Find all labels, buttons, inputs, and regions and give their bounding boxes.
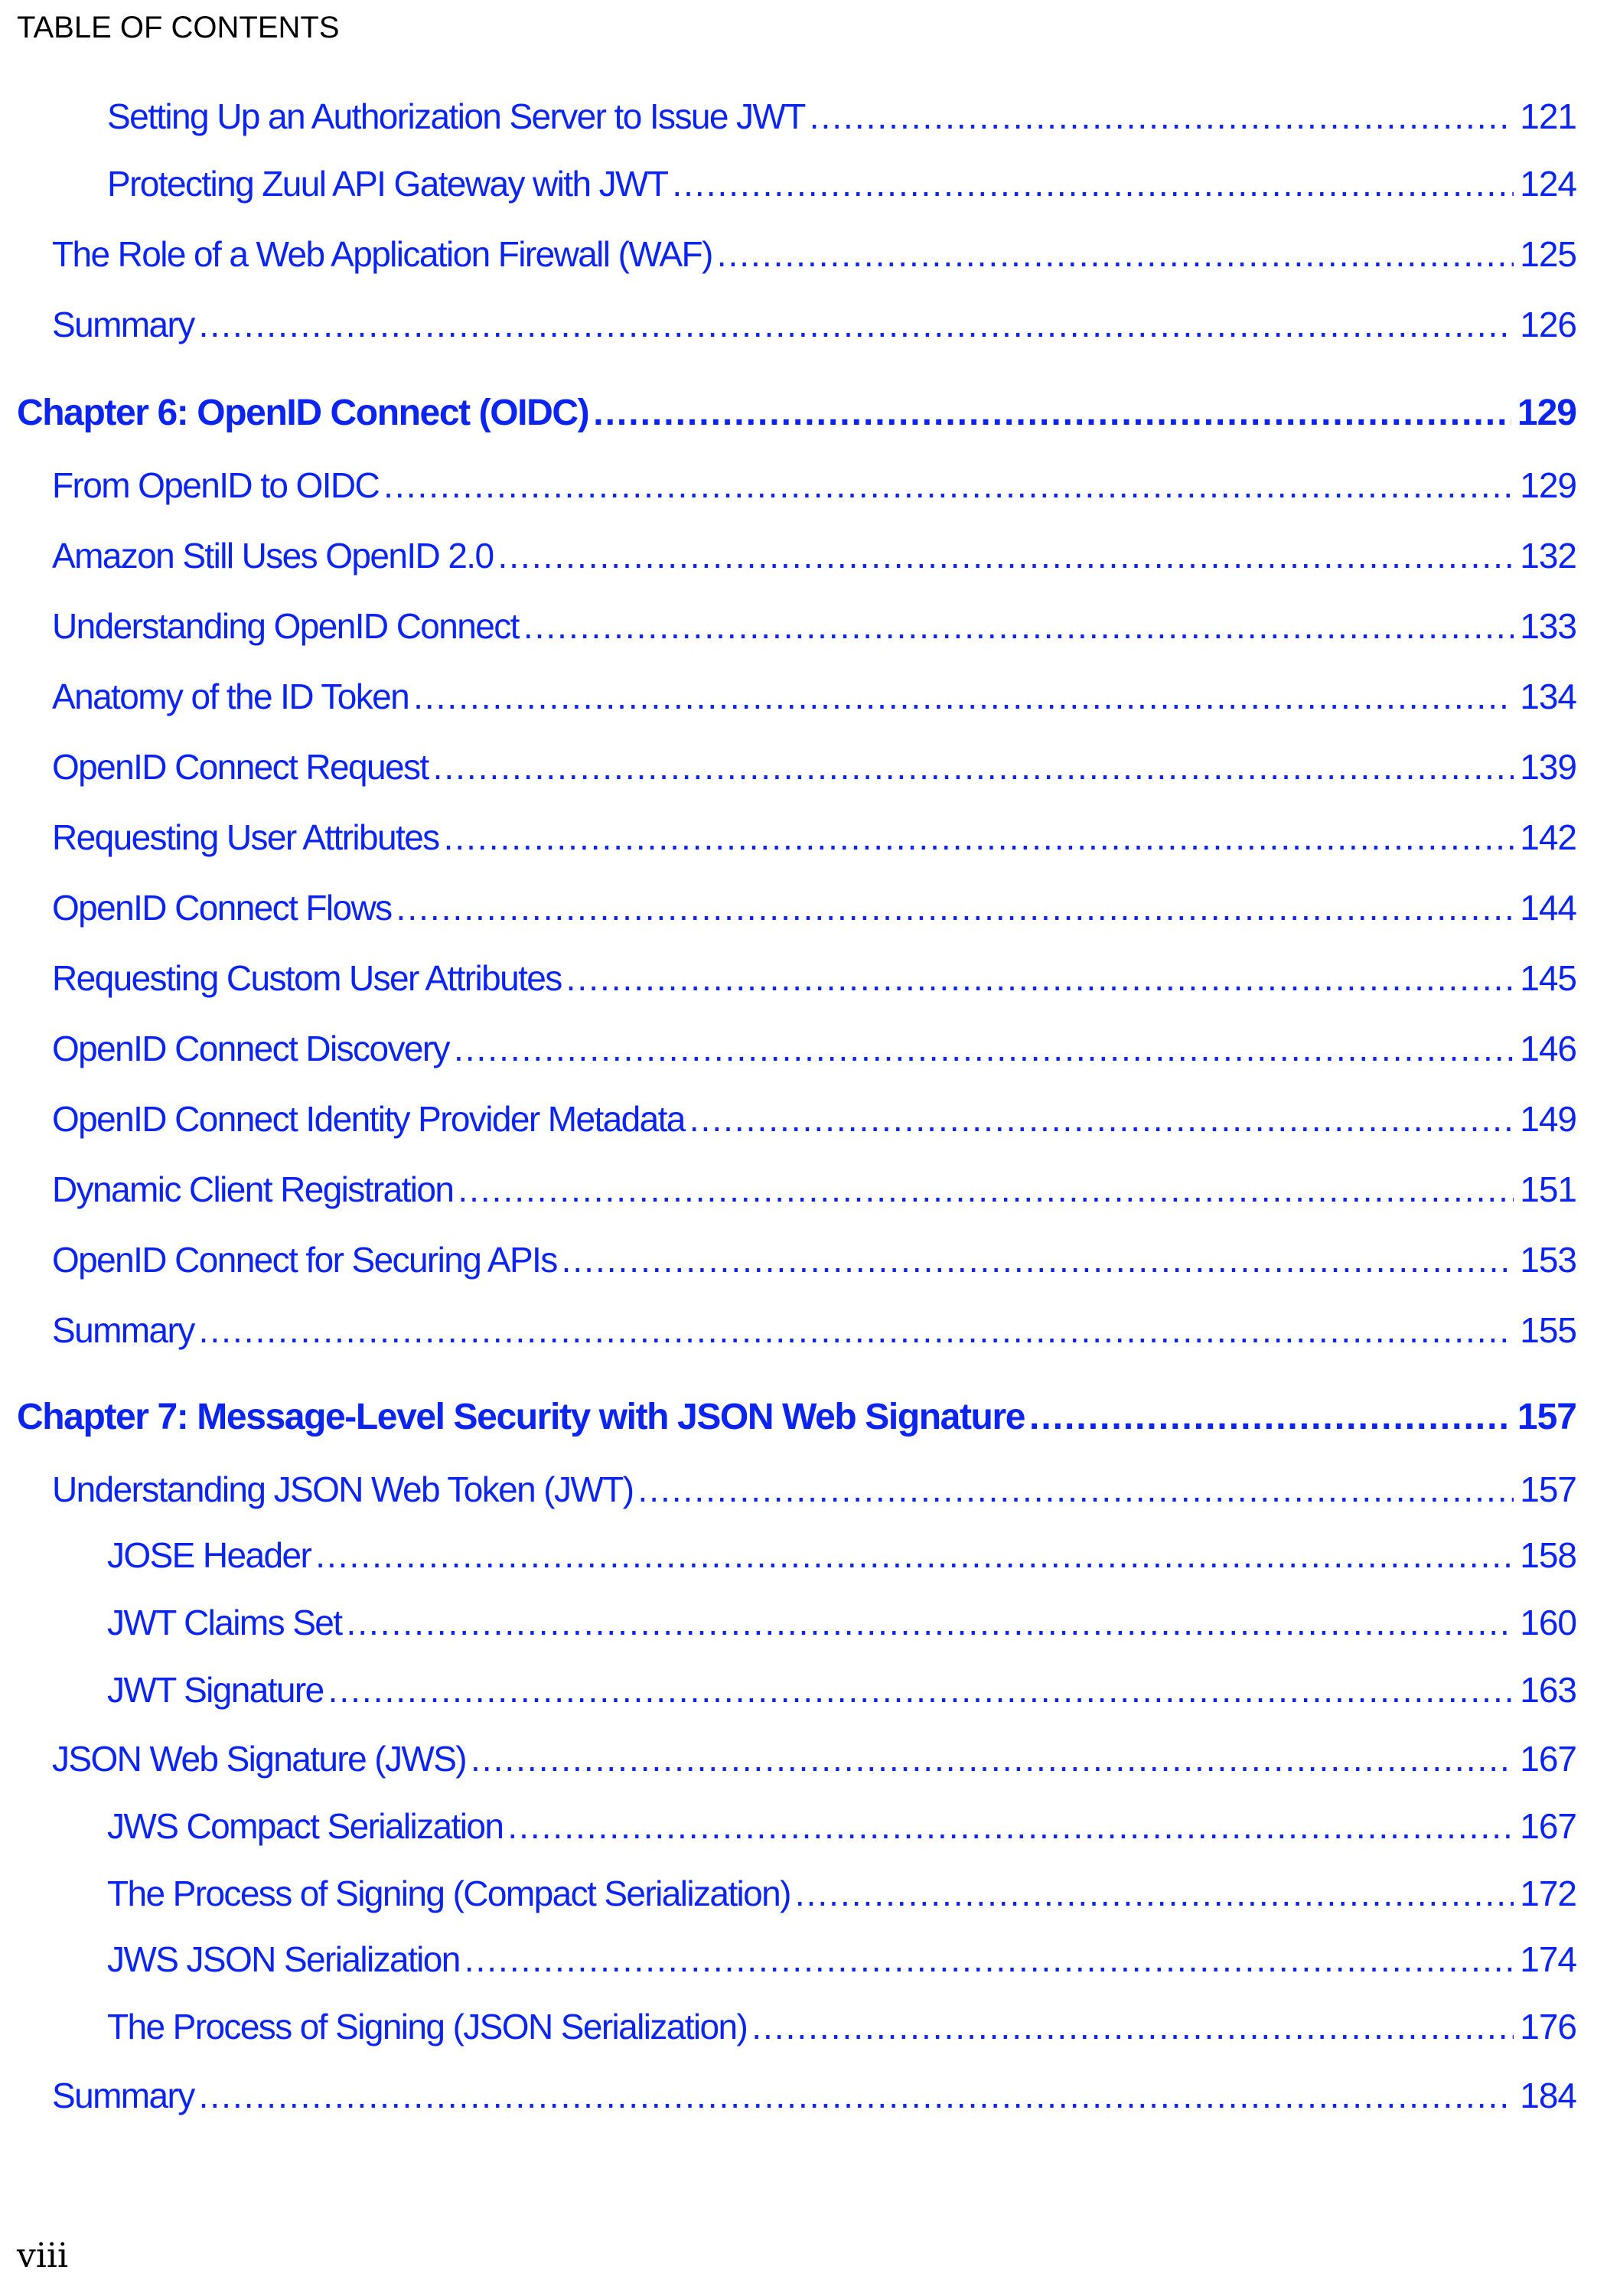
toc-entry-page: 129	[1517, 393, 1576, 433]
toc-entry-page: 174	[1520, 1939, 1576, 1979]
toc-entry[interactable]	[107, 1600, 1576, 1645]
toc-entry-title: Requesting User Attributes	[52, 817, 439, 857]
toc-entry-page: 167	[1520, 1806, 1576, 1846]
dot-leader	[413, 673, 1514, 719]
dot-leader	[199, 1307, 1514, 1353]
toc-entry-title: JWS JSON Serialization	[107, 1939, 460, 1979]
toc-entry-page: 133	[1520, 606, 1576, 646]
toc-entry-title: JWS Compact Serialization	[107, 1806, 504, 1846]
toc-entry[interactable]	[107, 1870, 1576, 1916]
dot-leader	[471, 1736, 1514, 1782]
toc-entry[interactable]	[107, 161, 1576, 207]
dot-leader	[497, 533, 1514, 579]
toc-entry[interactable]	[107, 1667, 1576, 1713]
toc-entry-page: 146	[1520, 1029, 1576, 1068]
toc-entry[interactable]	[107, 93, 1576, 139]
toc-chapter-entry[interactable]	[17, 390, 1576, 436]
toc-entry-title: Setting Up an Authorization Server to Issue JWT	[107, 96, 805, 136]
dot-leader	[199, 2073, 1514, 2118]
toc-entry-title: Summary	[52, 1310, 194, 1350]
toc-entry-title: Dynamic Client Registration	[52, 1169, 454, 1209]
toc-entry[interactable]	[52, 1237, 1576, 1283]
toc-entry-page: 145	[1520, 958, 1576, 998]
toc-entry-page: 158	[1520, 1535, 1576, 1575]
toc-entry-title: Requesting Custom User Attributes	[52, 958, 562, 998]
toc-entry[interactable]	[52, 1466, 1576, 1512]
toc-entry-title: JSON Web Signature (JWS)	[52, 1739, 467, 1779]
dot-leader	[199, 302, 1514, 347]
toc-entry-title: OpenID Connect Flows	[52, 888, 392, 928]
toc-entry[interactable]	[107, 1936, 1576, 1982]
toc-entry[interactable]	[52, 673, 1576, 719]
toc-entry[interactable]	[52, 885, 1576, 931]
toc-entry-title: Chapter 6: OpenID Connect (OIDC)	[17, 393, 589, 433]
dot-leader	[717, 231, 1514, 277]
toc-entry-title: OpenID Connect for Securing APIs	[52, 1240, 557, 1280]
toc-entry-page: 142	[1520, 817, 1576, 857]
dot-leader	[637, 1466, 1514, 1512]
toc-entry-page: 157	[1517, 1397, 1576, 1437]
dot-leader	[1029, 1394, 1511, 1440]
toc-entry-page: 167	[1520, 1739, 1576, 1779]
toc-entry-page: 124	[1520, 164, 1576, 204]
toc-entry-title: Anatomy of the ID Token	[52, 677, 409, 716]
toc-entry[interactable]	[52, 603, 1576, 649]
dot-leader	[458, 1166, 1514, 1212]
toc-entry-title: Amazon Still Uses OpenID 2.0	[52, 536, 494, 576]
toc-entry-title: OpenID Connect Discovery	[52, 1029, 449, 1068]
toc-entry[interactable]	[52, 231, 1576, 277]
toc-entry-title: OpenID Connect Identity Provider Metadata	[52, 1099, 685, 1139]
toc-entry-title: From OpenID to OIDC	[52, 465, 380, 505]
toc-entry-page: 125	[1520, 234, 1576, 274]
toc-entry-title: The Role of a Web Application Firewall (WAF)	[52, 234, 712, 274]
toc-entry[interactable]	[107, 2004, 1576, 2050]
toc-entry-title: Summary	[52, 305, 194, 344]
toc-entry[interactable]	[52, 2073, 1576, 2118]
toc-entry[interactable]	[52, 814, 1576, 860]
page-number: viii	[17, 2236, 69, 2275]
toc-entry[interactable]	[52, 1026, 1576, 1071]
toc-entry-page: 139	[1520, 747, 1576, 787]
dot-leader	[810, 93, 1514, 139]
dot-leader	[433, 744, 1514, 790]
dot-leader	[672, 161, 1514, 207]
toc-entry-title: The Process of Signing (JSON Serialization)	[107, 2007, 748, 2047]
dot-leader	[444, 814, 1514, 860]
toc-entry[interactable]	[52, 744, 1576, 790]
toc-entry-page: 155	[1520, 1310, 1576, 1350]
toc-entry-title: JOSE Header	[107, 1535, 311, 1575]
dot-leader	[795, 1870, 1514, 1916]
toc-entry-title: OpenID Connect Request	[52, 747, 429, 787]
toc-entry-page: 129	[1520, 465, 1576, 505]
toc-entry-page: 153	[1520, 1240, 1576, 1280]
toc-entry-title: Chapter 7: Message-Level Security with JSON Web Signature	[17, 1397, 1025, 1437]
toc-entry-title: Summary	[52, 2076, 194, 2115]
toc-chapter-entry[interactable]	[17, 1394, 1576, 1440]
toc-entry[interactable]	[52, 302, 1576, 347]
dot-leader	[593, 390, 1511, 436]
toc-entry-title: JWT Claims Set	[107, 1603, 342, 1642]
dot-leader	[396, 885, 1514, 931]
toc-entry[interactable]	[107, 1803, 1576, 1849]
toc-entry-page: 134	[1520, 677, 1576, 716]
toc-entry-title: JWT Signature	[107, 1670, 324, 1710]
running-head: TABLE OF CONTENTS	[17, 11, 340, 44]
toc-entry[interactable]	[52, 1736, 1576, 1782]
toc-entry-title: Understanding OpenID Connect	[52, 606, 519, 646]
toc-entry[interactable]	[52, 1096, 1576, 1142]
toc-entry-page: 149	[1520, 1099, 1576, 1139]
dot-leader	[507, 1803, 1514, 1849]
toc-entry-page: 151	[1520, 1169, 1576, 1209]
toc-entry-page: 160	[1520, 1603, 1576, 1642]
toc-entry-page: 132	[1520, 536, 1576, 576]
toc-entry-page: 176	[1520, 2007, 1576, 2047]
dot-leader	[689, 1096, 1514, 1142]
toc-entry-page: 144	[1520, 888, 1576, 928]
toc-entry-title: Protecting Zuul API Gateway with JWT	[107, 164, 668, 204]
dot-leader	[751, 2004, 1514, 2050]
toc-entry[interactable]	[52, 533, 1576, 579]
toc-entry-page: 172	[1520, 1874, 1576, 1913]
dot-leader	[315, 1532, 1514, 1578]
dot-leader	[566, 955, 1514, 1001]
toc-entry[interactable]	[52, 462, 1576, 508]
dot-leader	[523, 603, 1514, 649]
dot-leader	[383, 462, 1514, 508]
toc-entry[interactable]	[107, 1532, 1576, 1578]
toc-entry-page: 184	[1520, 2076, 1576, 2115]
dot-leader	[346, 1600, 1514, 1645]
toc-entry-page: 126	[1520, 305, 1576, 344]
toc-entry-page: 163	[1520, 1670, 1576, 1710]
toc-entry-page: 121	[1520, 96, 1576, 136]
dot-leader	[562, 1237, 1514, 1283]
toc-entry[interactable]	[52, 1166, 1576, 1212]
dot-leader	[454, 1026, 1514, 1071]
dot-leader	[328, 1667, 1514, 1713]
dot-leader	[464, 1936, 1514, 1982]
toc-entry-page: 157	[1520, 1469, 1576, 1509]
toc-entry-title: The Process of Signing (Compact Serialization)	[107, 1874, 790, 1913]
toc-entry[interactable]	[52, 1307, 1576, 1353]
toc-entry-title: Understanding JSON Web Token (JWT)	[52, 1469, 634, 1509]
toc-entry[interactable]	[52, 955, 1576, 1001]
